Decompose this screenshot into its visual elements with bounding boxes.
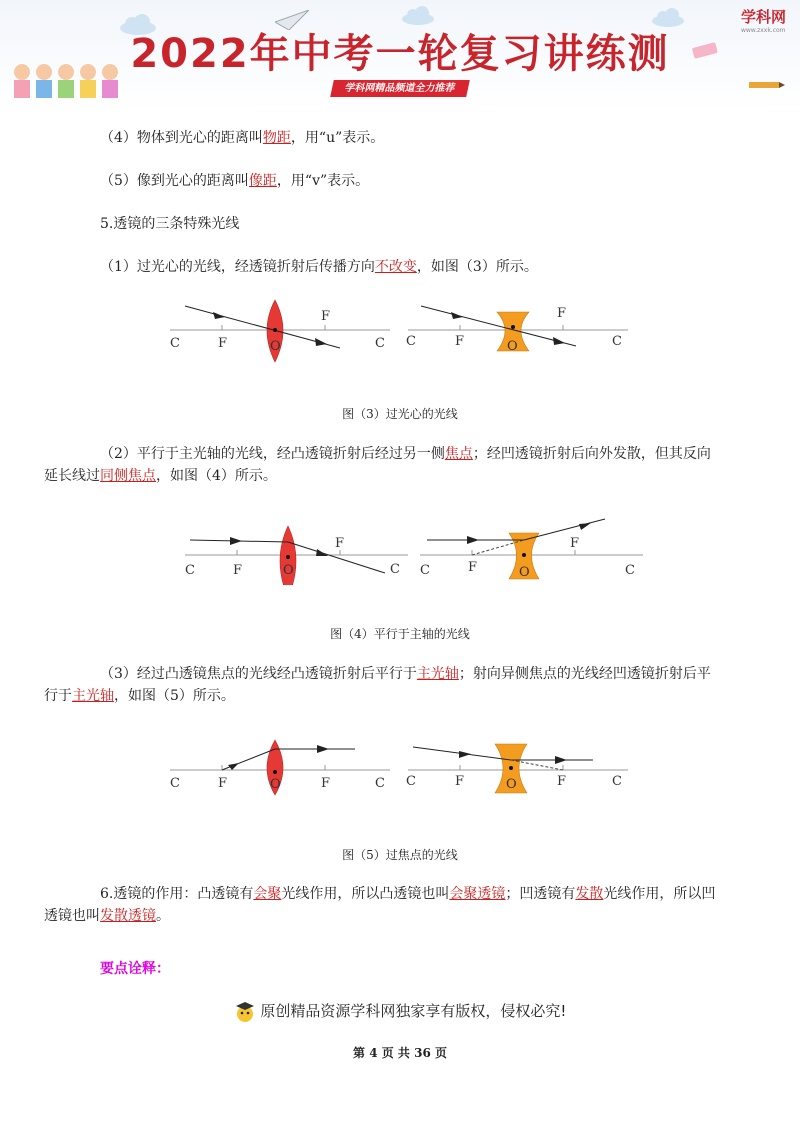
text: 延长线过 bbox=[44, 468, 100, 484]
label-o: O bbox=[507, 339, 518, 354]
label-c: C bbox=[406, 334, 416, 349]
label-c: C bbox=[185, 563, 195, 578]
text: 第 bbox=[352, 1046, 365, 1060]
page-title: 2022年中考一轮复习讲练测 bbox=[130, 31, 670, 77]
label-c: C bbox=[170, 776, 180, 791]
key-points-heading: 要点诠释： bbox=[100, 961, 170, 977]
text: ，用“u”表示。 bbox=[290, 130, 385, 146]
header-banner bbox=[0, 0, 800, 112]
figure-5-concave-focus-ray bbox=[403, 735, 633, 800]
label-o: O bbox=[506, 777, 517, 792]
figure-caption: 图（5）过焦点的光线 bbox=[342, 848, 458, 862]
text: ，如图（4）所示。 bbox=[156, 468, 277, 484]
answer-text: 不改变 bbox=[374, 259, 417, 275]
text: 6.透镜的作用：凸透镜有 bbox=[100, 886, 254, 902]
label-o: O bbox=[519, 565, 530, 580]
paragraph-rule-3 bbox=[44, 663, 742, 707]
answer-text: 像距 bbox=[248, 173, 277, 189]
answer-text: 发散 bbox=[575, 886, 604, 902]
site-logo bbox=[741, 6, 786, 34]
label-c: C bbox=[170, 336, 180, 351]
paragraph-rule-1 bbox=[100, 256, 740, 278]
mascot-icon bbox=[234, 1001, 256, 1023]
paragraph-image-distance bbox=[100, 170, 740, 192]
label-f: F bbox=[455, 774, 465, 789]
label-f: F bbox=[557, 306, 567, 321]
section-heading: 5.透镜的三条特殊光线 bbox=[100, 216, 240, 232]
text: 行于 bbox=[44, 688, 72, 704]
label-f: F bbox=[321, 776, 331, 791]
label-c: C bbox=[612, 774, 622, 789]
total-pages: 36 bbox=[414, 1046, 431, 1060]
text: ，如图（5）所示。 bbox=[114, 688, 235, 704]
paragraph-lens-function bbox=[44, 883, 742, 927]
text: ；凹透镜有 bbox=[505, 886, 576, 902]
label-c: C bbox=[420, 563, 430, 578]
paragraph-rule-2 bbox=[44, 443, 742, 487]
answer-text: 会聚透镜 bbox=[449, 886, 506, 902]
label-c: C bbox=[375, 336, 385, 351]
figure-5-convex-focus-ray bbox=[165, 735, 395, 800]
refracted-ray bbox=[524, 519, 605, 540]
label-o: O bbox=[270, 339, 281, 354]
pencil-icon bbox=[745, 78, 785, 92]
paragraph-object-distance bbox=[100, 127, 740, 149]
text: （5）像到光心的距离叫 bbox=[100, 173, 249, 189]
text: （3）经过凸透镜焦点的光线经凸透镜折射后平行于 bbox=[100, 666, 417, 682]
label-f: F bbox=[455, 334, 465, 349]
text: 光线作用，所以凸透镜也叫 bbox=[281, 886, 450, 902]
text: 透镜也叫 bbox=[44, 908, 100, 924]
copyright-notice bbox=[0, 1000, 800, 1023]
label-c: C bbox=[406, 774, 416, 789]
text: 页 共 bbox=[381, 1046, 410, 1060]
answer-text: 焦点 bbox=[444, 446, 473, 462]
figure-caption: 图（3）过光心的光线 bbox=[342, 407, 458, 421]
text: （2）平行于主光轴的光线，经凸透镜折射后经过另一侧 bbox=[100, 446, 445, 462]
label-f: F bbox=[218, 776, 228, 791]
answer-text: 主光轴 bbox=[416, 666, 459, 682]
subtitle-badge: 学科网精品频道全力推荐 bbox=[330, 80, 470, 97]
figure-caption: 图（4）平行于主轴的光线 bbox=[330, 627, 470, 641]
text: ；经凹透镜折射后向外发散，但其反向 bbox=[472, 446, 711, 462]
text: ，如图（3）所示。 bbox=[416, 259, 538, 275]
answer-text: 会聚 bbox=[253, 886, 282, 902]
label-f: F bbox=[468, 560, 478, 575]
label-f: F bbox=[321, 309, 331, 324]
figure-4-convex-parallel-ray bbox=[180, 520, 410, 585]
logo-url: www.zxxk.com bbox=[740, 27, 786, 34]
page-indicator bbox=[0, 1044, 800, 1061]
label-o: O bbox=[283, 563, 294, 578]
figure-4-concave-parallel-ray bbox=[415, 515, 645, 583]
text: ，用“v”表示。 bbox=[276, 173, 370, 189]
answer-text: 发散透镜 bbox=[100, 908, 156, 924]
label-f: F bbox=[218, 336, 228, 351]
text: 光线作用，所以凹 bbox=[603, 886, 716, 902]
text: ；射向异侧焦点的光线经凹透镜折射后平 bbox=[458, 666, 711, 682]
answer-text: 同侧焦点 bbox=[100, 468, 156, 484]
text: （1）过光心的光线，经透镜折射后传播方向 bbox=[100, 259, 375, 275]
label-f: F bbox=[570, 536, 580, 551]
label-c: C bbox=[375, 776, 385, 791]
text: 页 bbox=[435, 1046, 448, 1060]
current-page: 4 bbox=[369, 1046, 378, 1060]
label-o: O bbox=[270, 777, 281, 792]
figure-3-concave-center-ray bbox=[403, 295, 633, 370]
label-f: F bbox=[233, 563, 243, 578]
label-c: C bbox=[390, 562, 400, 577]
label-f: F bbox=[557, 774, 567, 789]
figure-3-convex-center-ray bbox=[165, 295, 395, 370]
answer-text: 主光轴 bbox=[72, 688, 114, 704]
label-c: C bbox=[625, 563, 635, 578]
logo-text: 学科网 bbox=[740, 8, 786, 26]
copyright-text: 原创精品资源学科网独家享有版权，侵权必究! bbox=[260, 1002, 567, 1020]
text: （4）物体到光心的距离叫 bbox=[100, 130, 263, 146]
label-c: C bbox=[612, 334, 622, 349]
text: 。 bbox=[156, 908, 170, 924]
answer-text: 物距 bbox=[262, 130, 291, 146]
label-f: F bbox=[335, 536, 345, 551]
